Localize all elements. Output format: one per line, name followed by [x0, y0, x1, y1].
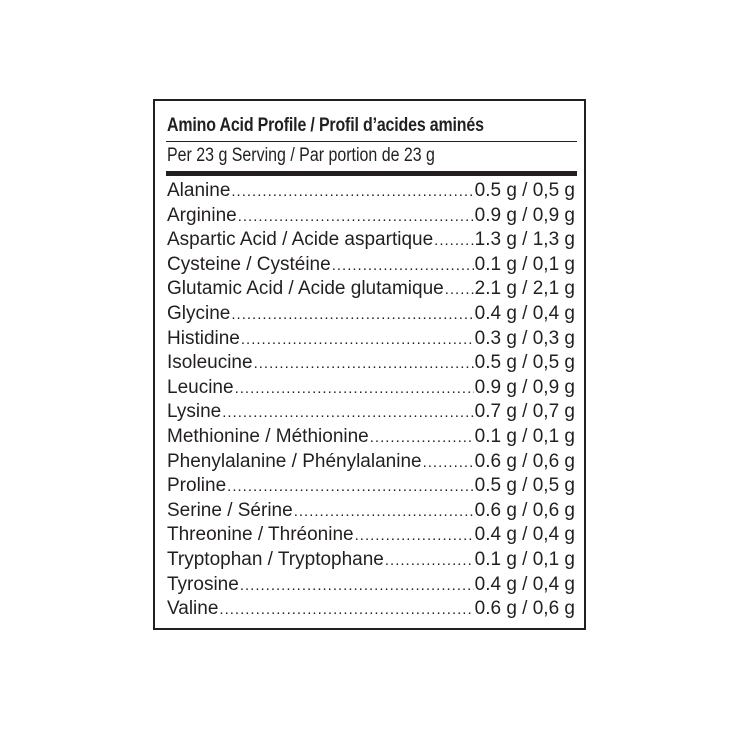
amino-acid-name: Histidine [167, 327, 240, 349]
dot-leader [445, 278, 474, 302]
amino-acid-row [167, 474, 575, 499]
dot-leader [254, 352, 474, 376]
amino-acid-amount: 0.7 g / 0,7 g [474, 401, 575, 423]
amino-acid-row [167, 597, 575, 622]
amino-acid-name: Serine / Sérine [167, 499, 293, 521]
amino-acid-name: Tyrosine [167, 573, 239, 595]
amino-acid-panel [153, 99, 586, 630]
title-divider [166, 141, 577, 142]
amino-acid-amount: 0.5 g / 0,5 g [474, 475, 575, 497]
dot-leader [222, 401, 473, 425]
amino-acid-name: Aspartic Acid / Acide aspartique [167, 229, 434, 251]
amino-acid-row [167, 548, 575, 573]
amino-acid-row [167, 179, 575, 204]
amino-acid-row [167, 523, 575, 548]
amino-acid-amount: 0.6 g / 0,6 g [474, 450, 575, 472]
amino-acid-amount: 0.1 g / 0,1 g [474, 425, 575, 447]
dot-leader [423, 451, 474, 475]
dot-leader [434, 229, 473, 253]
dot-leader [294, 500, 474, 524]
amino-acid-amount: 0.6 g / 0,6 g [474, 499, 575, 521]
amino-acid-row [167, 327, 575, 352]
amino-acid-amount: 0.4 g / 0,4 g [474, 573, 575, 595]
amino-acid-name: Lysine [167, 401, 222, 423]
amino-acid-amount: 0.4 g / 0,4 g [474, 524, 575, 546]
dot-leader [219, 598, 473, 622]
amino-acid-amount: 0.9 g / 0,9 g [474, 376, 575, 398]
dot-leader [240, 574, 474, 598]
amino-acid-row [167, 302, 575, 327]
amino-acid-name: Cysteine / Cystéine [167, 253, 331, 275]
amino-acid-row [167, 204, 575, 229]
dot-leader [370, 426, 474, 450]
dot-leader [241, 328, 474, 352]
amino-acid-row [167, 277, 575, 302]
panel-title: Amino Acid Profile / Profil d’acides aminés [167, 115, 484, 136]
dot-leader [227, 475, 473, 499]
amino-acid-amount: 0.1 g / 0,1 g [474, 548, 575, 570]
amino-acid-row [167, 376, 575, 401]
amino-acid-amount: 0.4 g / 0,4 g [474, 302, 575, 324]
amino-acid-name: Glutamic Acid / Acide glutamique [167, 278, 444, 300]
amino-acid-name: Methionine / Méthionine [167, 425, 369, 447]
amino-acid-name: Glycine [167, 302, 231, 324]
dot-leader [231, 180, 473, 204]
dot-leader [385, 549, 474, 573]
amino-acid-list [167, 179, 575, 622]
amino-acid-amount: 0.5 g / 0,5 g [474, 180, 575, 201]
amino-acid-row [167, 253, 575, 278]
dot-leader [332, 254, 474, 278]
amino-acid-amount: 0.6 g / 0,6 g [474, 598, 575, 620]
amino-acid-amount: 1.3 g / 1,3 g [474, 229, 575, 251]
amino-acid-name: Isoleucine [167, 352, 253, 374]
amino-acid-name: Proline [167, 475, 227, 497]
amino-acid-amount: 0.5 g / 0,5 g [474, 352, 575, 374]
amino-acid-name: Tryptophan / Tryptophane [167, 548, 384, 570]
dot-leader [238, 205, 474, 229]
amino-acid-amount: 0.9 g / 0,9 g [474, 204, 575, 226]
amino-acid-name: Leucine [167, 376, 234, 398]
amino-acid-amount: 0.3 g / 0,3 g [474, 327, 575, 349]
header-divider [166, 171, 577, 176]
amino-acid-row [167, 573, 575, 598]
amino-acid-row [167, 425, 575, 450]
amino-acid-row [167, 400, 575, 425]
amino-acid-name: Valine [167, 598, 219, 620]
amino-acid-amount: 0.1 g / 0,1 g [474, 253, 575, 275]
amino-acid-name: Alanine [167, 180, 231, 201]
amino-acid-name: Threonine / Thréonine [167, 524, 354, 546]
dot-leader [235, 377, 474, 401]
amino-acid-row [167, 228, 575, 253]
amino-acid-row [167, 499, 575, 524]
amino-acid-name: Phenylalanine / Phénylalanine [167, 450, 422, 472]
dot-leader [355, 524, 474, 548]
amino-acid-name: Arginine [167, 204, 237, 226]
amino-acid-row [167, 450, 575, 475]
amino-acid-amount: 2.1 g / 2,1 g [474, 278, 575, 300]
serving-size: Per 23 g Serving / Par portion de 23 g [167, 145, 435, 166]
amino-acid-row [167, 351, 575, 376]
dot-leader [231, 303, 473, 327]
